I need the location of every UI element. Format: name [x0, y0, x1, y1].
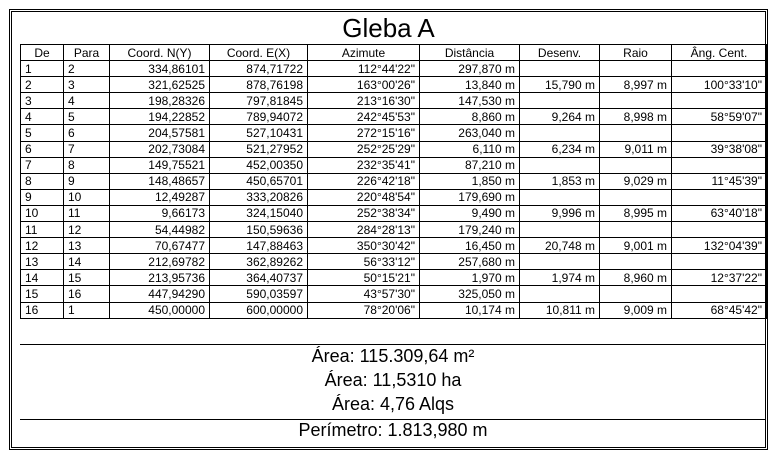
cell-ang-cent [672, 61, 767, 77]
cell-para: 15 [64, 270, 110, 286]
cell-azimute: 163°00'26" [308, 77, 420, 93]
cell-coord-e: 874,71722 [210, 61, 308, 77]
cell-desenv [520, 254, 600, 270]
cell-desenv [520, 125, 600, 141]
cell-ang-cent [672, 254, 767, 270]
cell-coord-n: 149,75521 [110, 157, 210, 173]
cell-distancia: 6,110 m [420, 141, 520, 157]
table-row [21, 93, 767, 109]
cell-ang-cent [672, 286, 767, 302]
cell-raio: 8,960 m [600, 270, 672, 286]
cell-de: 15 [21, 286, 64, 302]
cell-de: 6 [21, 141, 64, 157]
cell-coord-e: 324,15040 [210, 205, 308, 221]
cell-raio [600, 125, 672, 141]
cell-desenv: 9,996 m [520, 205, 600, 221]
cell-azimute: 213°16'30" [308, 93, 420, 109]
column-header: Para [64, 45, 110, 61]
column-header: De [21, 45, 64, 61]
table-header-row [21, 45, 767, 61]
cell-coord-n: 450,00000 [110, 302, 210, 318]
column-header: Azimute [308, 45, 420, 61]
cell-coord-e: 878,76198 [210, 77, 308, 93]
cell-distancia: 1,970 m [420, 270, 520, 286]
cell-coord-n: 194,22852 [110, 109, 210, 125]
summary-top-divider [20, 344, 766, 345]
cell-azimute: 284°28'13" [308, 222, 420, 238]
area-m2: Área: 115.309,64 m² [311, 346, 475, 366]
cell-ang-cent: 11°45'39" [672, 173, 767, 189]
cell-desenv: 1,974 m [520, 270, 600, 286]
cell-raio [600, 286, 672, 302]
cell-azimute: 242°45'53" [308, 109, 420, 125]
cell-para: 9 [64, 173, 110, 189]
cell-coord-e: 600,00000 [210, 302, 308, 318]
cell-para: 14 [64, 254, 110, 270]
cell-coord-n: 321,62525 [110, 77, 210, 93]
table-row [21, 270, 767, 286]
cell-para: 7 [64, 141, 110, 157]
cell-ang-cent [672, 157, 767, 173]
cell-distancia: 8,860 m [420, 109, 520, 125]
cell-ang-cent [672, 93, 767, 109]
cell-para: 8 [64, 157, 110, 173]
cell-de: 7 [21, 157, 64, 173]
cell-para: 10 [64, 189, 110, 205]
cell-coord-n: 148,48657 [110, 173, 210, 189]
cell-ang-cent: 132°04'39" [672, 238, 767, 254]
cell-distancia: 147,530 m [420, 93, 520, 109]
table-row [21, 141, 767, 157]
cell-coord-n: 9,66173 [110, 205, 210, 221]
cell-distancia: 13,840 m [420, 77, 520, 93]
cell-de: 12 [21, 238, 64, 254]
cell-coord-n: 334,86101 [110, 61, 210, 77]
cell-raio [600, 157, 672, 173]
cell-ang-cent: 39°38'08" [672, 141, 767, 157]
cell-de: 13 [21, 254, 64, 270]
cell-coord-e: 333,20826 [210, 189, 308, 205]
cell-distancia: 87,210 m [420, 157, 520, 173]
cell-raio: 8,995 m [600, 205, 672, 221]
cell-de: 3 [21, 93, 64, 109]
cell-coord-e: 590,03597 [210, 286, 308, 302]
cell-distancia: 1,850 m [420, 173, 520, 189]
cell-para: 16 [64, 286, 110, 302]
cell-de: 11 [21, 222, 64, 238]
cell-raio [600, 189, 672, 205]
cell-ang-cent [672, 189, 767, 205]
cell-azimute: 252°25'29" [308, 141, 420, 157]
area-alqs: Área: 4,76 Alqs [331, 394, 455, 414]
cell-desenv: 10,811 m [520, 302, 600, 318]
cell-distancia: 9,490 m [420, 205, 520, 221]
cell-desenv: 15,790 m [520, 77, 600, 93]
cell-de: 9 [21, 189, 64, 205]
cell-distancia: 257,680 m [420, 254, 520, 270]
cell-azimute: 78°20'06" [308, 302, 420, 318]
page-title: Gleba A [342, 13, 435, 43]
cell-para: 2 [64, 61, 110, 77]
cell-para: 1 [64, 302, 110, 318]
perimeter: Perímetro: 1.813,980 m [298, 420, 488, 440]
column-header: Distância [420, 45, 520, 61]
cell-azimute: 56°33'12" [308, 254, 420, 270]
cell-coord-e: 450,65701 [210, 173, 308, 189]
cell-coord-n: 198,28326 [110, 93, 210, 109]
cell-de: 1 [21, 61, 64, 77]
cell-azimute: 272°15'16" [308, 125, 420, 141]
cell-coord-e: 362,89262 [210, 254, 308, 270]
cell-azimute: 226°42'18" [308, 173, 420, 189]
table-row [21, 254, 767, 270]
table-row [21, 77, 767, 93]
table-row [21, 157, 767, 173]
cell-coord-e: 527,10431 [210, 125, 308, 141]
cell-azimute: 252°38'34" [308, 205, 420, 221]
cell-azimute: 350°30'42" [308, 238, 420, 254]
area-ha: Área: 11,5310 ha [324, 370, 462, 390]
coordinates-table [20, 44, 767, 319]
cell-desenv: 9,264 m [520, 109, 600, 125]
cell-para: 6 [64, 125, 110, 141]
column-header: Âng. Cent. [672, 45, 767, 61]
cell-distancia: 10,174 m [420, 302, 520, 318]
cell-raio [600, 254, 672, 270]
cell-distancia: 16,450 m [420, 238, 520, 254]
column-header: Desenv. [520, 45, 600, 61]
table-row [21, 302, 767, 318]
cell-distancia: 179,690 m [420, 189, 520, 205]
table-row [21, 109, 767, 125]
cell-ang-cent: 63°40'18" [672, 205, 767, 221]
cell-coord-n: 204,57581 [110, 125, 210, 141]
cell-distancia: 325,050 m [420, 286, 520, 302]
cell-coord-e: 452,00350 [210, 157, 308, 173]
cell-coord-n: 54,44982 [110, 222, 210, 238]
cell-raio [600, 222, 672, 238]
cell-ang-cent [672, 125, 767, 141]
column-header: Coord. E(X) [210, 45, 308, 61]
cell-desenv: 20,748 m [520, 238, 600, 254]
cell-azimute: 43°57'30" [308, 286, 420, 302]
cell-raio [600, 93, 672, 109]
table-row [21, 286, 767, 302]
cell-coord-e: 789,94072 [210, 109, 308, 125]
cell-coord-n: 202,73084 [110, 141, 210, 157]
table-row [21, 173, 767, 189]
cell-ang-cent: 68°45'42" [672, 302, 767, 318]
cell-coord-e: 147,88463 [210, 238, 308, 254]
cell-para: 11 [64, 205, 110, 221]
cell-coord-e: 521,27952 [210, 141, 308, 157]
cell-ang-cent: 12°37'22" [672, 270, 767, 286]
cell-desenv: 1,853 m [520, 173, 600, 189]
cell-coord-e: 364,40737 [210, 270, 308, 286]
cell-raio [600, 61, 672, 77]
table-row [21, 125, 767, 141]
cell-azimute: 220°48'54" [308, 189, 420, 205]
table-row [21, 222, 767, 238]
cell-desenv: 6,234 m [520, 141, 600, 157]
cell-desenv [520, 189, 600, 205]
cell-coord-n: 12,49287 [110, 189, 210, 205]
cell-de: 16 [21, 302, 64, 318]
cell-distancia: 263,040 m [420, 125, 520, 141]
cell-coord-e: 150,59636 [210, 222, 308, 238]
cell-raio: 9,009 m [600, 302, 672, 318]
cell-coord-e: 797,81845 [210, 93, 308, 109]
cell-raio: 8,998 m [600, 109, 672, 125]
cell-para: 3 [64, 77, 110, 93]
cell-de: 4 [21, 109, 64, 125]
cell-desenv [520, 286, 600, 302]
cell-ang-cent [672, 222, 767, 238]
cell-de: 14 [21, 270, 64, 286]
table-row [21, 189, 767, 205]
cell-desenv [520, 93, 600, 109]
column-header: Coord. N(Y) [110, 45, 210, 61]
cell-raio: 8,997 m [600, 77, 672, 93]
cell-azimute: 112°44'22" [308, 61, 420, 77]
cell-desenv [520, 61, 600, 77]
cell-para: 12 [64, 222, 110, 238]
cell-raio: 9,011 m [600, 141, 672, 157]
cell-azimute: 232°35'41" [308, 157, 420, 173]
table-row [21, 61, 767, 77]
cell-coord-n: 213,95736 [110, 270, 210, 286]
cell-para: 13 [64, 238, 110, 254]
cell-ang-cent: 58°59'07" [672, 109, 767, 125]
table-row [21, 205, 767, 221]
cell-distancia: 179,240 m [420, 222, 520, 238]
cell-ang-cent: 100°33'10" [672, 77, 767, 93]
cell-desenv [520, 157, 600, 173]
cell-raio: 9,029 m [600, 173, 672, 189]
cell-distancia: 297,870 m [420, 61, 520, 77]
cell-para: 4 [64, 93, 110, 109]
cell-coord-n: 447,94290 [110, 286, 210, 302]
cell-de: 8 [21, 173, 64, 189]
cell-azimute: 50°15'21" [308, 270, 420, 286]
cell-coord-n: 70,67477 [110, 238, 210, 254]
cell-raio: 9,001 m [600, 238, 672, 254]
cell-de: 2 [21, 77, 64, 93]
column-header: Raio [600, 45, 672, 61]
cell-de: 5 [21, 125, 64, 141]
table-row [21, 238, 767, 254]
cell-coord-n: 212,69782 [110, 254, 210, 270]
cell-para: 5 [64, 109, 110, 125]
cell-de: 10 [21, 205, 64, 221]
cell-desenv [520, 222, 600, 238]
